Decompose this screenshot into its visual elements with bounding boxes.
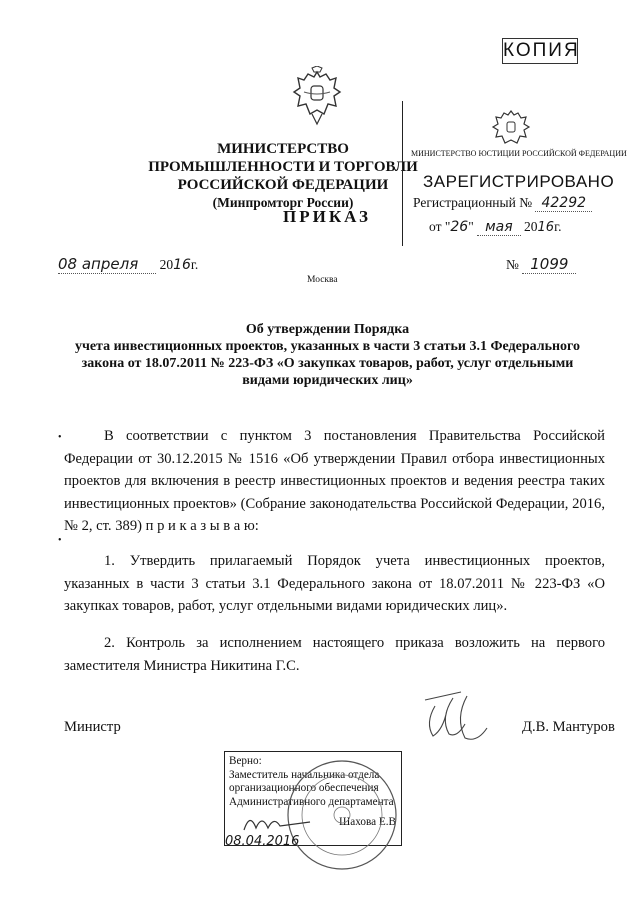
verification-position-line1: Заместитель начальника отдела [229,768,380,781]
verification-name: Шахова Е.В [338,816,396,828]
verification-position-line2: организационного обеспечения [229,782,379,794]
copy-stamp: КОПИЯ [502,38,578,64]
coat-of-arms-icon [491,107,531,147]
margin-mark: • [58,535,62,546]
margin-mark: • [58,432,62,443]
order-number-value: 1099 [522,255,576,274]
verification-label: Верно: [229,755,262,767]
ministry-short-name: (Минпромторг России) [212,195,354,210]
verification-signature [240,808,330,836]
order-date: 08 апреля 2016г. [58,255,199,273]
registration-stamp [402,101,627,246]
paragraph-preamble: В соответствии с пунктом 3 постановления Правительства Российской Федерации от 30.12.2015 № 1516 «Об утверждении Правил отбора инвестиционных проектов для включения в реестр инвестиционных проектов и ведения реестра таких инвестиционных проектов» (Собрание законодательства Российской Федерации, 2016, № 2, ст. 389) п р и к а з ы в а ю: [64,428,605,534]
registration-number-value: 42292 [535,195,592,212]
verification-date: 08.04.2016 [225,834,300,849]
registration-day: 26 [450,219,469,235]
ministry-name-line1: МИНИСТЕРСТВО ПРОМЫШЛЕННОСТИ И ТОРГОВЛИ [148,141,418,175]
signatory-position: Министр [64,719,121,735]
order-date-year: 16 [173,257,191,273]
verification-position-line3: Административного департамента [229,795,394,808]
paragraph-item-1: 1. Утвердить прилагаемый Порядок учета инвестиционных проектов, указанных в части 3 статьи 3.1 Федерального закона от 18.07.2011 № 223-ФЗ «О закупках товаров, работ, услуг отдельными видами юридических лиц». [64,553,605,614]
order-date-day-month: 08 апреля [58,255,156,274]
justice-ministry-label: МИНИСТЕРСТВО ЮСТИЦИИ РОССИЙСКОЙ ФЕДЕРАЦИИ [411,149,627,158]
order-number: № 1099 [506,255,576,273]
registration-date: от "26" мая 2016г. [429,219,562,235]
registered-label: ЗАРЕГИСТРИРОВАНО [423,172,615,191]
document-title: Об утверждении Порядка учета инвестиционных проектов, указанных в части 3 статьи 3.1 Федерального закона от 18.07.2011 № 223-ФЗ «О закупках товаров, работ, услуг отдельными видами юридических лиц» [74,322,581,388]
ministry-header [148,140,418,212]
signatory-name: Д.В. Мантуров [522,719,615,735]
city-label: Москва [307,275,338,285]
paragraph-item-2: 2. Контроль за исполнением настоящего приказа возложить на первого заместителя Министра Никитина Г.С. [64,635,605,674]
ministry-name-line2: РОССИЙСКОЙ ФЕДЕРАЦИИ [177,177,389,193]
registration-month: мая [477,219,521,236]
handwritten-signature [395,688,525,748]
registration-number: Регистрационный № 42292 [413,195,592,211]
coat-of-arms-icon [290,66,344,128]
document-type: ПРИКАЗ [283,207,371,226]
